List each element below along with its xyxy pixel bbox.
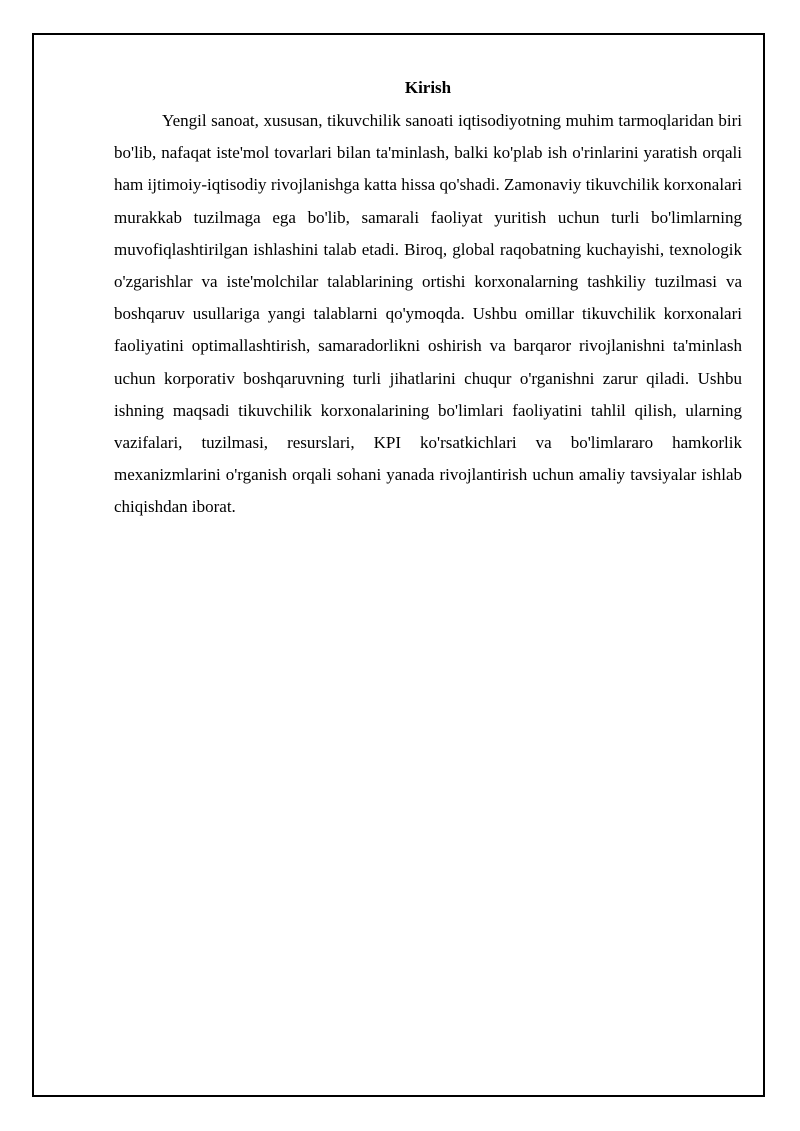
document-body xyxy=(114,74,742,524)
section-heading: Kirish xyxy=(404,78,452,97)
intro-paragraph: Yengil sanoat, xususan, tikuvchilik sanoati iqtisodiyotning muhim tarmoqlaridan biri bo'lib, nafaqat iste'mol tovarlari bilan ta'minlash, balki ko'plab ish o'rinlarini yaratish orqali ham ijtimoiy-iqtisodiy rivojlanishga katta hissa qo'shadi. Zamonaviy tikuvchilik korxonalari murakkab tuzilmaga ega bo'lib, samarali faoliyat yuritish uchun turli bo'limlarning muvofiqlashtirilgan ishlashini talab etadi. Biroq, global raqobatning kuchayishi, texnologik o'zgarishlar va iste'molchilar talablarining ortishi korxonalarning tashkiliy tuzilmasi va boshqaruv usullariga yangi talablarni qo'ymoqda. Ushbu omillar tikuvchilik korxonalari faoliyatini optimallashtirish, samaradorlikni oshirish va barqaror rivojlanishni ta'minlash uchun korporativ boshqaruvning turli jihatlarini chuqur o'rganishni zarur qiladi. Ushbu ishning maqsadi tikuvchilik korxonalarining bo'limlari faoliyatini tahlil qilish, ularning vazifalari, tuzilmasi, resurslari, KPI ko'rsatkichlari va bo'limlararo hamkorlik mexanizmlarini o'rganish orqali sohani yanada rivojlantirish uchun amaliy tavsiyalar ishlab chiqishdan iborat. xyxy=(114,111,742,517)
